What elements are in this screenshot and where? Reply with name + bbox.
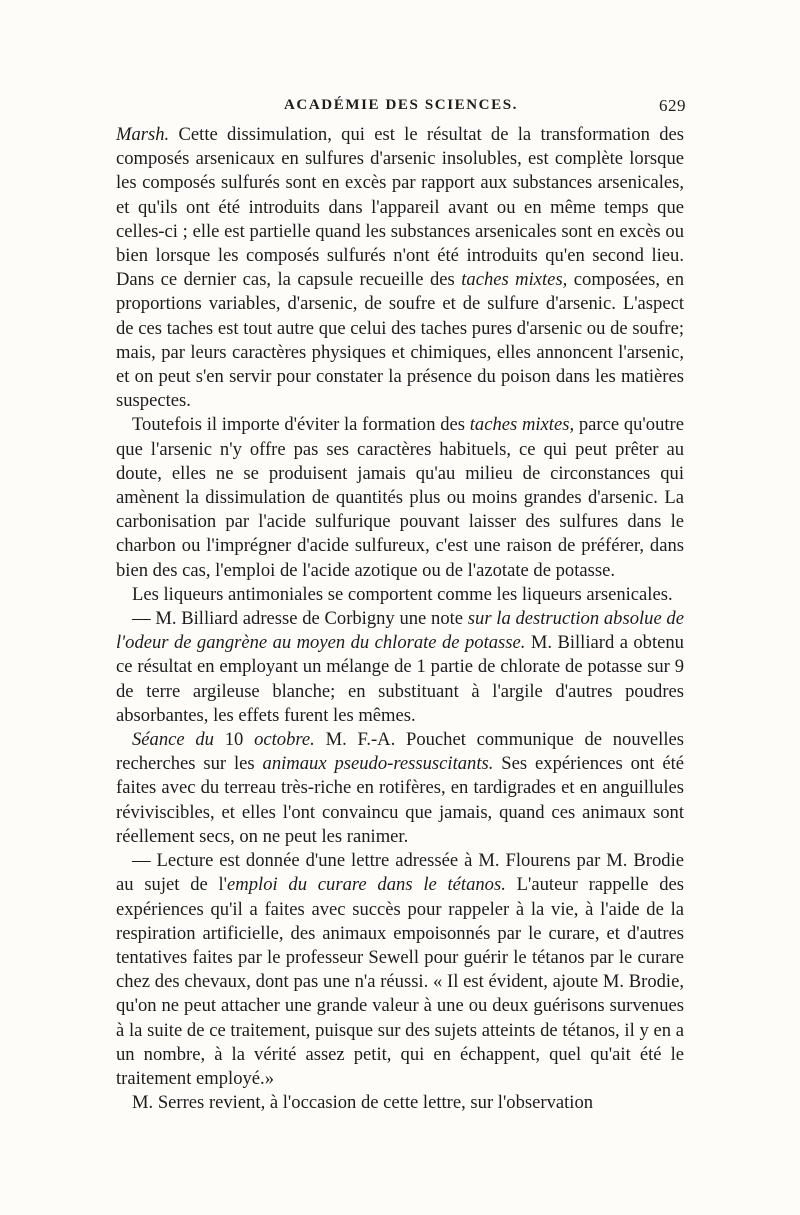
italic-text: animaux pseudo-ressuscitants. (262, 753, 494, 775)
italic-text: emploi du curare dans le tétanos. (227, 874, 506, 896)
page-number: 629 (659, 96, 686, 115)
italic-text: sur la destruction absolue de l'odeur de gangrène au moyen du chlorate de potasse. (116, 608, 684, 654)
text-run: — M. Billiard adresse de Corbigny une note (132, 608, 468, 630)
text-run: L'auteur rappelle des expériences qu'il a faites avec succès pour rappeler à la vie, à l'aide de la respiration artificielle, des animaux empoisonnés par le curare, et d'autres tentatives faites par le professeur Sewell pour guérir le tétanos par le curare chez des chevaux, dont pas une n'a réussi. « Il est évident, ajoute M. Brodie, qu'on ne peut attacher une grande valeur à une ou deux guérisons survenues à la suite de ce traitement, puisque sur des sujets atteints de tétanos, il y en a un nombre, à la vérité assez petit, qui en échappent, quel qu'ait été le traitement employé.» (116, 874, 685, 1089)
italic-text: taches mixtes, (461, 269, 568, 291)
italic-text: taches mixtes, (469, 414, 575, 436)
paragraph-seance-pouchet (116, 728, 684, 849)
body-text (116, 123, 684, 1115)
running-head (116, 97, 686, 121)
text-run: 10 (213, 729, 255, 751)
text-run: — Lecture est donnée d'une lettre adressée à M. Flourens par M. Brodie au sujet de l' (116, 850, 684, 896)
running-title: ACADÉMIE DES SCIENCES. (284, 97, 518, 113)
paragraph-billiard (116, 607, 684, 728)
italic-text: octobre. (254, 729, 315, 751)
paragraph-serres (116, 1091, 684, 1115)
text-run: parce qu'outre que l'arsenic n'y offre pas ses caractères habituels, ce qui peut prêter au doute, elles ne se produisent jamais qu'au milieu de circonstances qui amènent la dissimulation de quantités plus ou moins grandes d'arsenic. La carbonisation par l'acide sulfurique pouvant laisser des sulfures dans le charbon ou l'imprégner d'acide sulfureux, c'est une raison de préférer, dans bien des cas, l'emploi de l'acide azotique ou de l'azotate de potasse. (116, 414, 684, 581)
paragraph-brodie-curare (116, 849, 684, 1091)
text-run: M. Billiard a obtenu ce résultat en employant un mélange de 1 partie de chlorate de potasse sur 9 de terre argileuse blanche; en substituant à l'argile d'autres poudres absorbantes, les effets furent les mêmes. (116, 632, 684, 726)
paragraph-taches-mixtes (116, 413, 684, 582)
italic-text: Séance du (132, 729, 214, 751)
text-run: M. Serres revient, à l'occasion de cette lettre, sur l'observation (132, 1092, 594, 1114)
text-run: Les liqueurs antimoniales se comportent comme les liqueurs arsenicales. (132, 583, 673, 605)
text-run: composées, en proportions variables, d'arsenic, de soufre et de sulfure d'arsenic. L'aspect de ces taches est tout autre que celui des taches pures d'arsenic ou de soufre; mais, par leurs caractères physiques et chimiques, elles annoncent l'arsenic, et on peut s'en servir pour constater la présence du poison dans les matières suspectes. (116, 269, 684, 412)
text-run: Cette dissimulation, qui est le résultat de la transformation des composés arsenicaux en sulfures d'arsenic insolubles, est complète lorsque les composés sulfurés sont en excès par rapport aux substances arsenicales, et qu'ils ont été introduits dans l'appareil avant ou en même temps que celles-ci ; elle est partielle quand les substances arsenicales sont en excès ou bien lorsque les composés sulfurés n'ont été introduits qu'en second lieu. Dans ce dernier cas, la capsule recueille des (116, 124, 684, 291)
paragraph-marsh-dissimulation (116, 123, 684, 413)
text-run: M. F.-A. Pouchet communique de nouvelles recherches sur les (116, 729, 684, 775)
text-run: Ses expériences ont été faites avec du terreau très-riche en rotifères, en tardigrades et en anguillules réviviscibles, et elles l'ont convaincu que jamais, quand ces animaux sont réellement secs, on ne peut les ranimer. (116, 753, 684, 847)
text-run: Toutefois il importe d'éviter la formation des (132, 414, 470, 436)
paragraph-liqueurs-antimoniales (116, 583, 684, 607)
italic-text: Marsh. (116, 124, 170, 145)
